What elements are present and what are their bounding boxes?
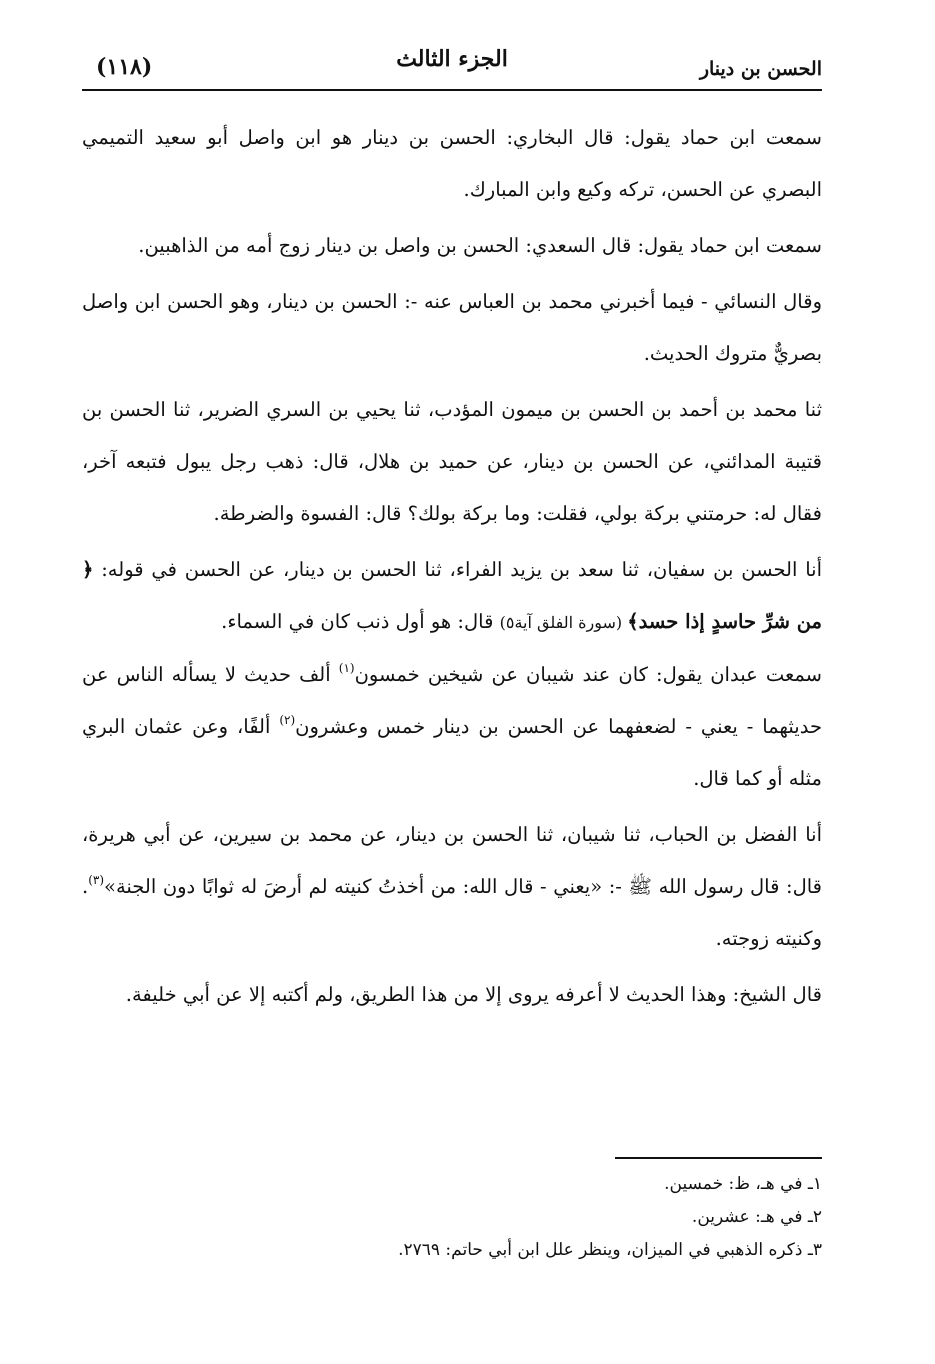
footnote-3: ٣ـ ذكره الذهبي في الميزان، وينظر علل ابن أبي حاتم: ٢٧٦٩. — [398, 1240, 822, 1260]
running-head-name: الحسن بن دينار — [699, 58, 822, 80]
paragraph-6-part3: ألفًا، وعن عثمان البري مثله أو كما قال. — [82, 715, 822, 790]
paragraph-5-before: أنا الحسن بن سفيان، ثنا سعد بن يزيد الفراء، ثنا الحسن بن دينار، عن الحسن في قوله: — [93, 558, 822, 581]
page-number: (١١٨) — [96, 54, 153, 80]
paragraph-6-part2: ألف حديث لا يسأله الناس عن حديثهما - يعني - لضعفهما عن الحسن بن دينار خمس وعشرون — [82, 663, 823, 738]
paragraph-7-part2: . وكنيته زوجته. — [82, 875, 822, 950]
paragraph-5-after: قال: هو أول ذنب كان في السماء. — [221, 610, 500, 633]
page-header — [82, 40, 822, 88]
paragraph-1: سمعت ابن حماد يقول: قال البخاري: الحسن بن دينار هو ابن واصل أبو سعيد التميمي البصري عن الحسن، تركه وكيع وابن المبارك. — [82, 126, 822, 201]
main-text — [82, 112, 822, 1021]
footnote-marker-3: (٣) — [88, 873, 105, 887]
paragraph-3: وقال النسائي - فيما أخبرني محمد بن العباس عنه -: الحسن بن دينار، وهو الحسن ابن واصل بصريٌّ متروك الحديث. — [82, 290, 822, 365]
paragraph-4: ثنا محمد بن أحمد بن الحسن بن ميمون المؤدب، ثنا يحيي بن السري الضرير، ثنا الحسن بن قتيبة المدائني، عن الحسن بن دينار، عن حميد بن هلال، قال: ذهب رجل يبول فتبعه آخر، فقال له: حرمتني بركة بولي، فقلت: وما بركة بولك؟ قال: الفسوة والضرطة. — [82, 398, 822, 525]
paragraph-7-part1: أنا الفضل بن الحباب، ثنا شيبان، ثنا الحسن بن دينار، عن محمد بن سيرين، عن أبي هريرة، قال: قال رسول الله ﷺ -: «يعني - قال الله: من أخذتُ كنيته لم أرضَ له ثوابًا دون الجنة» — [82, 823, 822, 898]
footnotes — [82, 1168, 822, 1267]
verse-reference: (سورة الفلق آية٥) — [499, 613, 628, 632]
footnote-1: ١ـ في هـ، ظ: خمسين. — [664, 1174, 822, 1194]
footnote-rule — [615, 1157, 822, 1159]
paragraph-6 — [82, 649, 822, 805]
running-head-part: الجزء الثالث — [396, 46, 508, 72]
footnote-marker-2: (٢) — [279, 713, 296, 727]
quran-verse: ﴿ من شرِّ حاسدٍ إذا حسد﴾ — [82, 558, 822, 633]
paragraph-7 — [82, 809, 822, 965]
header-rule — [82, 89, 822, 91]
paragraph-8: قال الشيخ: وهذا الحديث لا أعرفه يروى إلا من هذا الطريق، ولم أكتبه إلا عن أبي خليفة. — [125, 983, 822, 1006]
paragraph-5 — [82, 544, 822, 649]
paragraph-6-part1: سمعت عبدان يقول: كان عند شيبان عن شيخين خمسون — [354, 663, 822, 686]
footnote-marker-1: (١) — [338, 661, 355, 675]
footnote-2: ٢ـ في هـ: عشرين. — [691, 1207, 822, 1227]
paragraph-2: سمعت ابن حماد يقول: قال السعدي: الحسن بن واصل بن دينار زوج أمه من الذاهبين. — [138, 234, 822, 257]
